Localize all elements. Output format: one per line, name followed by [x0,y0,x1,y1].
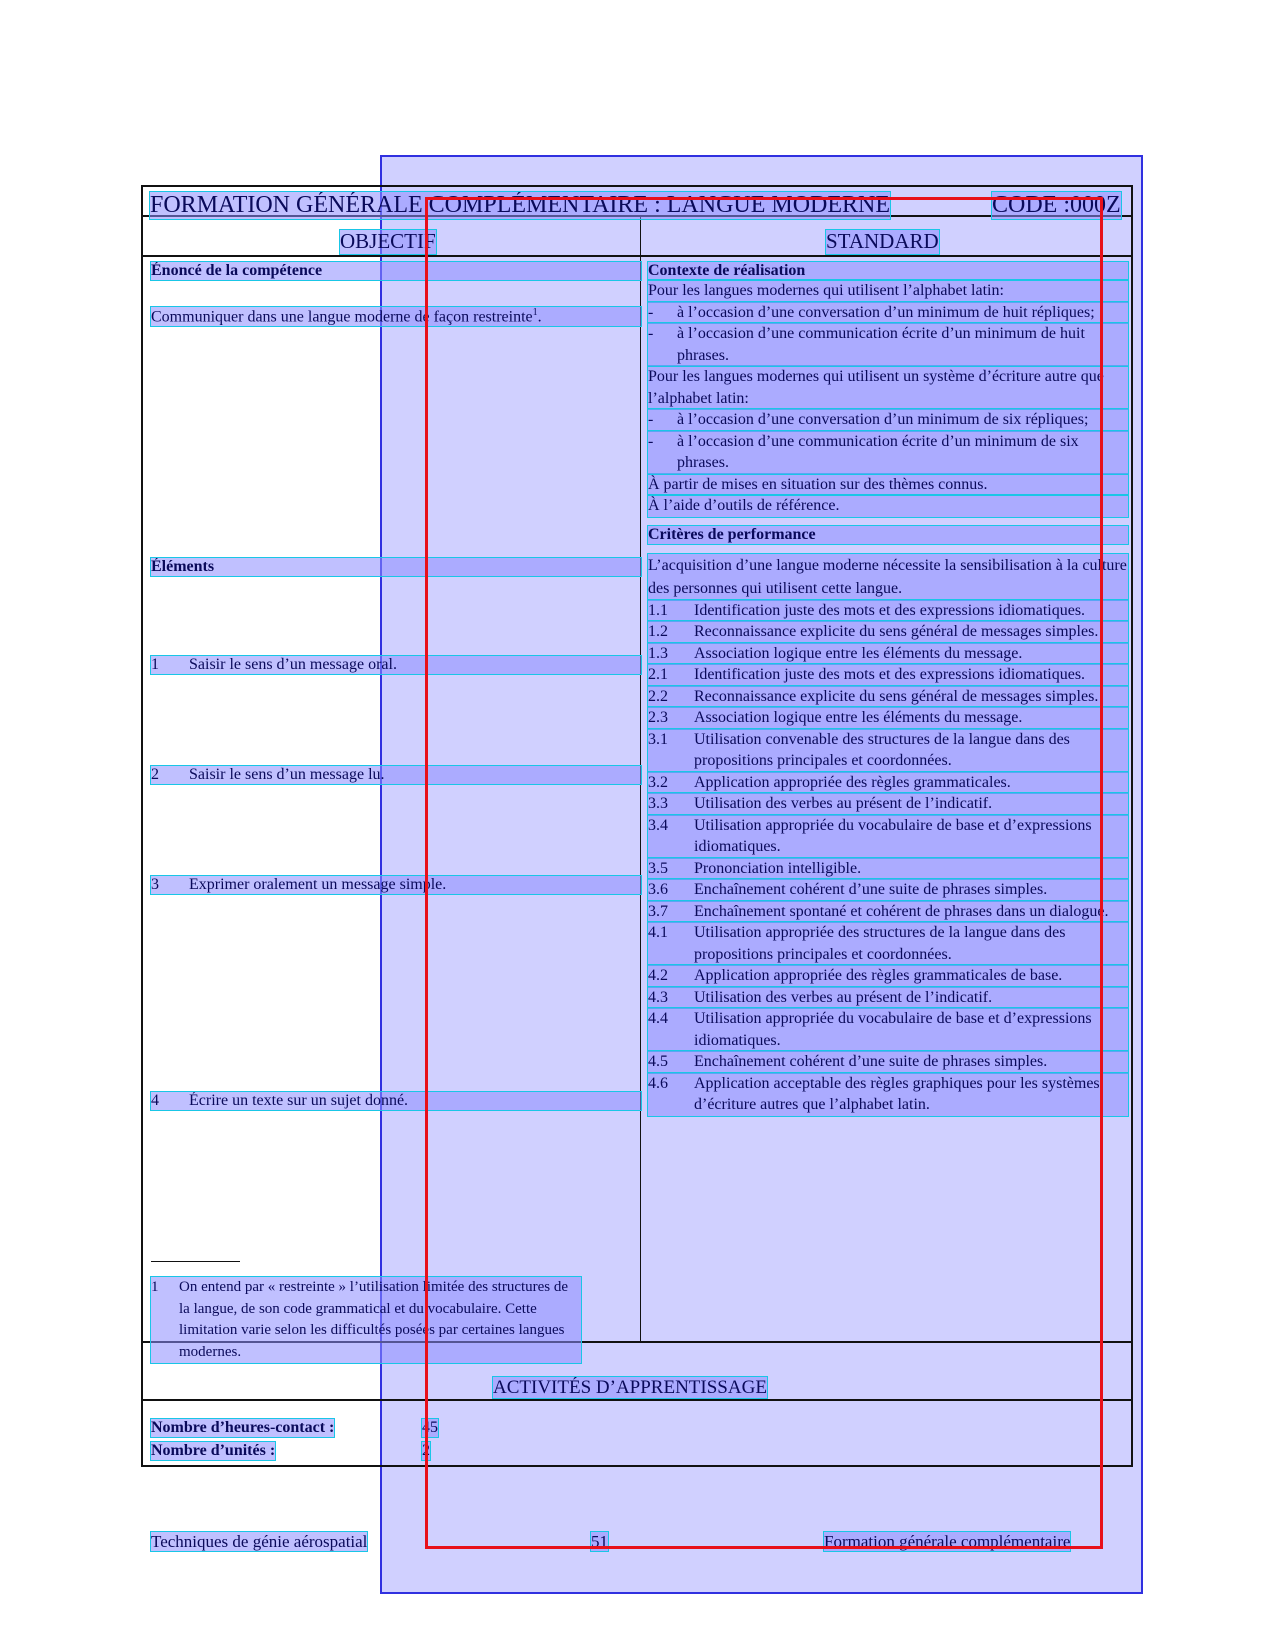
footnote: 1 On entend par « restreinte » l’utilisation limitée des structures de la langue, de son code grammatical et du vocabulaire. Cette limitation varie selon les difficultés posées par certaines langues modernes. [151,1277,581,1363]
units-value: 2 [422,1442,430,1459]
standard-column [648,262,1128,1116]
course-code: CODE :000Z [992,192,1121,218]
units-label: Nombre d’unités : [151,1442,276,1459]
criterion-item: 3.3 Utilisation des verbes au présent de l’indicatif. [648,793,1128,815]
page-title: FORMATION GÉNÉRALE COMPLÉMENTAIRE : LANGUE MODERNE [150,192,891,218]
latin-intro: Pour les langues modernes qui utilisent l’alphabet latin: [648,280,1128,302]
criterion-item: 3.6 Enchaînement cohérent d’une suite de phrases simples. [648,879,1128,901]
criterion-item: 1.3 Association logique entre les éléments du message. [648,643,1128,665]
criterion-item: 3.2 Application appropriée des règles grammaticales. [648,772,1128,794]
hours-label: Nombre d’heures-contact : [151,1419,335,1436]
activities-heading: ACTIVITÉS D’APPRENTISSAGE [493,1377,767,1398]
criterion-item: 3.7 Enchaînement spontané et cohérent de phrases dans un dialogue. [648,901,1128,923]
page-number: 51 [591,1532,608,1551]
element-item: 1 Saisir le sens d’un message oral. [151,656,641,674]
enonce-text: Communiquer dans une langue moderne de façon restreinte$^1$. [151,307,641,326]
criterion-item: 1.1 Identification juste des mots et des expressions idiomatiques. [648,600,1128,622]
situations-text: À partir de mises en situation sur des thèmes connus. [648,474,1128,496]
criterion-item: 3.1 Utilisation convenable des structures de la langue dans des propositions principales et coordonnées. [648,729,1128,772]
standard-heading: STANDARD [826,229,939,253]
other-item: - à l’occasion d’une conversation d’un minimum de six répliques; [648,409,1128,431]
criterion-item: 4.3 Utilisation des verbes au présent de l’indicatif. [648,987,1128,1009]
divider [141,1399,1133,1401]
criterion-item: 2.3 Association logique entre les éléments du message. [648,707,1128,729]
criteres-title: Critères de performance [648,526,1128,544]
contexte-title: Contexte de réalisation [648,262,1128,280]
objectif-heading: OBJECTIF [340,229,436,253]
criterion-item: 2.1 Identification juste des mots et des expressions idiomatiques. [648,664,1128,686]
criterion-item: 3.5 Prononciation intelligible. [648,858,1128,880]
criterion-item: 2.2 Reconnaissance explicite du sens général de messages simples. [648,686,1128,708]
enonce-title: Énoncé de la compétence [151,262,641,280]
objectif-column [151,262,641,1110]
criteres-intro: L’acquisition d’une langue moderne nécessite la sensibilisation à la culture des personnes qui utilisent cette langue. [648,554,1128,600]
elements-title: Éléments [151,558,641,576]
latin-item: - à l’occasion d’une communication écrite d’un minimum de huit phrases. [648,323,1128,366]
other-item: - à l’occasion d’une communication écrite d’un minimum de six phrases. [648,431,1128,474]
criterion-item: 3.4 Utilisation appropriée du vocabulaire de base et d’expressions idiomatiques. [648,815,1128,858]
criterion-item: 4.1 Utilisation appropriée des structures de la langue dans des propositions principales et coordonnées. [648,922,1128,965]
element-item: 2 Saisir le sens d’un message lu. [151,766,641,784]
footer-section: Formation générale complémentaire [824,1532,1071,1551]
criterion-item: 4.2 Application appropriée des règles grammaticales de base. [648,965,1128,987]
other-intro: Pour les langues modernes qui utilisent un système d’écriture autre que l’alphabet latin: [648,366,1128,409]
element-item: 3 Exprimer oralement un message simple. [151,876,641,894]
footer-program: Techniques de génie aérospatial [151,1532,368,1551]
latin-item: - à l’occasion d’une conversation d’un minimum de huit répliques; [648,302,1128,324]
element-item: 4 Écrire un texte sur un sujet donné. [151,1092,641,1110]
footnote-rule [151,1261,240,1262]
divider [141,255,1133,257]
hours-value: 45 [422,1419,438,1436]
criterion-item: 4.6 Application acceptable des règles graphiques pour les systèmes d’écriture autres que l’alphabet latin. [648,1073,1128,1116]
criterion-item: 4.4 Utilisation appropriée du vocabulaire de base et d’expressions idiomatiques. [648,1008,1128,1051]
criterion-item: 4.5 Enchaînement cohérent d’une suite de phrases simples. [648,1051,1128,1073]
criterion-item: 1.2 Reconnaissance explicite du sens général de messages simples. [648,621,1128,643]
reference-text: À l’aide d’outils de référence. [648,495,1128,517]
